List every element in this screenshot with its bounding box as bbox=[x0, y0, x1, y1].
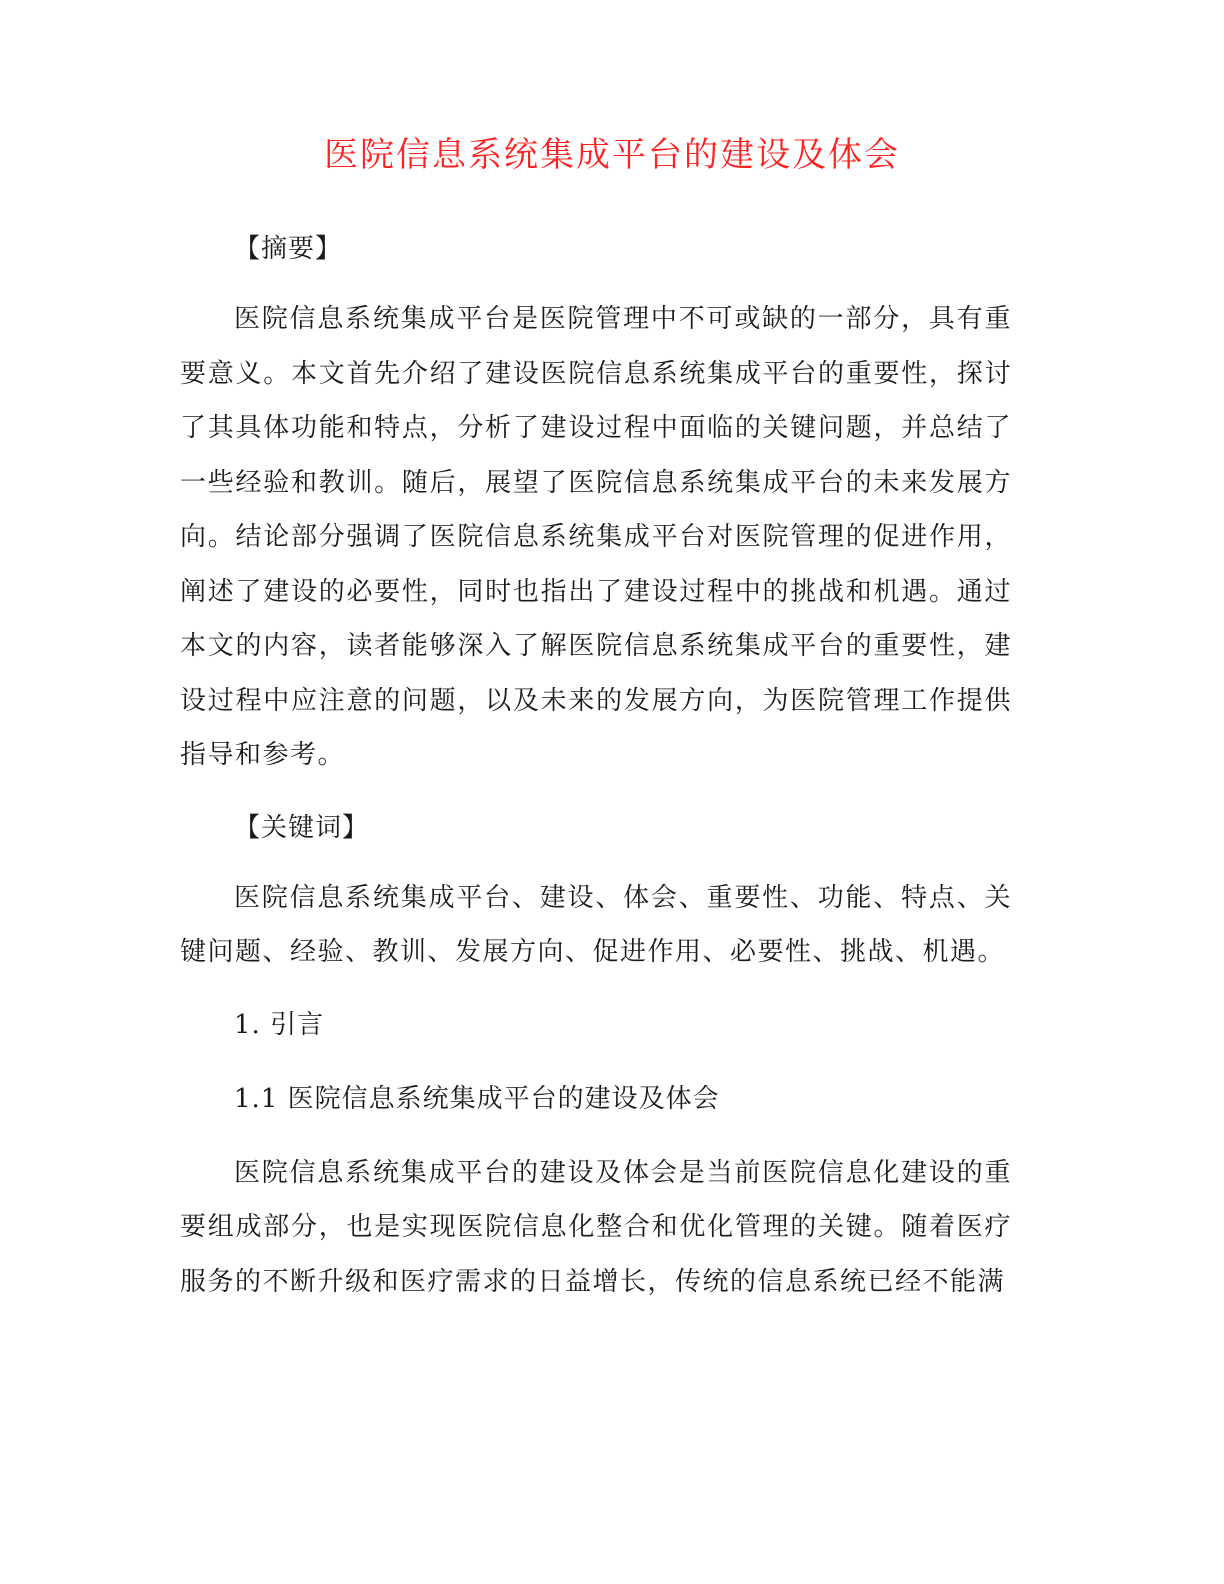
keywords-label: 【关键词】 bbox=[234, 812, 370, 843]
abstract-label: 【摘要】 bbox=[234, 234, 343, 264]
section-1-1-paragraph: 医院信息系统集成平台的建设及体会是当前医院信息化建设的重要组成部分，也是实现医院信息化整合和优化管理的关键。随着医疗服务的不断升级和医疗需求的日益增长，传统的信息系统已经不能满 bbox=[180, 1157, 1012, 1297]
document-title: 医院信息系统集成平台的建设及体会 bbox=[324, 135, 900, 175]
keywords-paragraph: 医院信息系统集成平台、建设、体会、重要性、功能、特点、关键问题、经验、教训、发展方向、促进作用、必要性、挑战、机遇。 bbox=[180, 882, 1012, 967]
document-body bbox=[180, 222, 1012, 1327]
section-1-1-heading: 1.1 医院信息系统集成平台的建设及体会 bbox=[234, 1083, 720, 1114]
section-1-heading: 1. 引言 bbox=[234, 1009, 325, 1040]
abstract-paragraph: 医院信息系统集成平台是医院管理中不可或缺的一部分，具有重要意义。本文首先介绍了建设医院信息系统集成平台的重要性，探讨了其具体功能和特点，分析了建设过程中面临的关键问题，并总结了一些经验和教训。随后，展望了医院信息系统集成平台的未来发展方向。结论部分强调了医院信息系统集成平台对医院管理的促进作用，阐述了建设的必要性，同时也指出了建设过程中的挑战和机遇。通过本文的内容，读者能够深入了解医院信息系统集成平台的重要性，建设过程中应注意的问题，以及未来的发展方向，为医院管理工作提供指导和参考。 bbox=[180, 304, 1012, 770]
